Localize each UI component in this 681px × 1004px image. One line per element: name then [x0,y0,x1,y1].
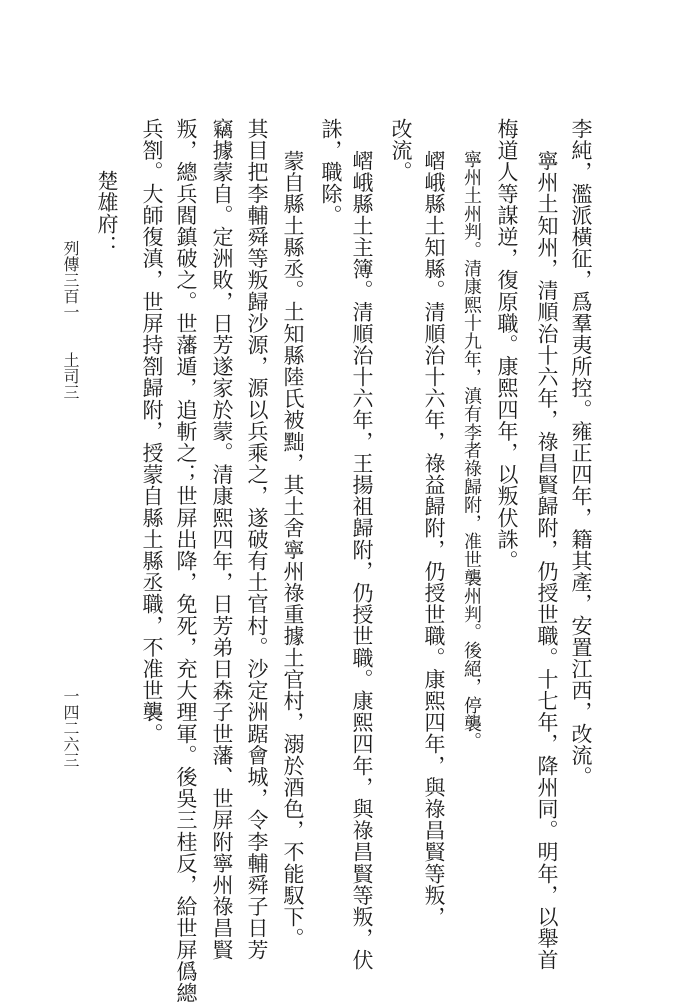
text-column: 寧州土知州，清順治十六年，祿昌賢歸附，仍授世職。十七年，降州同。明年，以舉首 [535,150,559,971]
text-column: 李純，濫派橫征，爲羣夷所控。雍正四年，籍其產，安置江西，改流。 [569,118,593,788]
text-column: 叛，總兵閻鎮破之。世藩遁，追斬之；世屏出降，免死，充大理軍。後吳三桂反，給世屏僞總 [174,118,198,1004]
text-column: 嶍峨縣土主簿。清順治十六年，王揚祖歸附，仍授世職。康熙四年，與祿昌賢等叛，伏 [350,150,374,971]
text-column: 嶍峨縣土知縣。清順治十六年，祿益歸附，仍授世職。康熙四年，與祿昌賢等叛， [422,150,446,928]
page-number: 一四二六三 [61,688,80,768]
text-column: 竊據蒙自。定洲敗，日芳遂家於蒙。清康熙四年，日芳弟日森子世藩、世屏附寧州祿昌賢 [210,118,234,961]
text-column: 誅，職除。 [319,118,343,226]
text-column: 其目把李輔舜等叛歸沙源，源以兵乘之，遂破有土官村。沙定洲踞會城，令李輔舜子日芳 [245,118,269,961]
section-heading: 楚雄府： [95,170,119,257]
text-column: 兵劄。大師復滇，世屏持劄歸附，授蒙自縣土縣丞職，不准世襲。 [140,118,164,745]
text-column: 寧州土州判。清康熙十九年，滇有李者祿歸附，准世襲州判。後絕，停襲。 [461,150,482,751]
text-column: 改流。 [389,118,413,183]
running-header: 列傳三百一 土司三 [61,240,80,400]
text-column: 梅道人等謀逆，復原職。康熙四年，以叛伏誅。 [495,118,519,572]
text-column: 蒙自縣土縣丞。土知縣陸氏被黜，其土舍寧州祿重據土官村，溺於酒色，不能馭下。 [281,150,305,950]
